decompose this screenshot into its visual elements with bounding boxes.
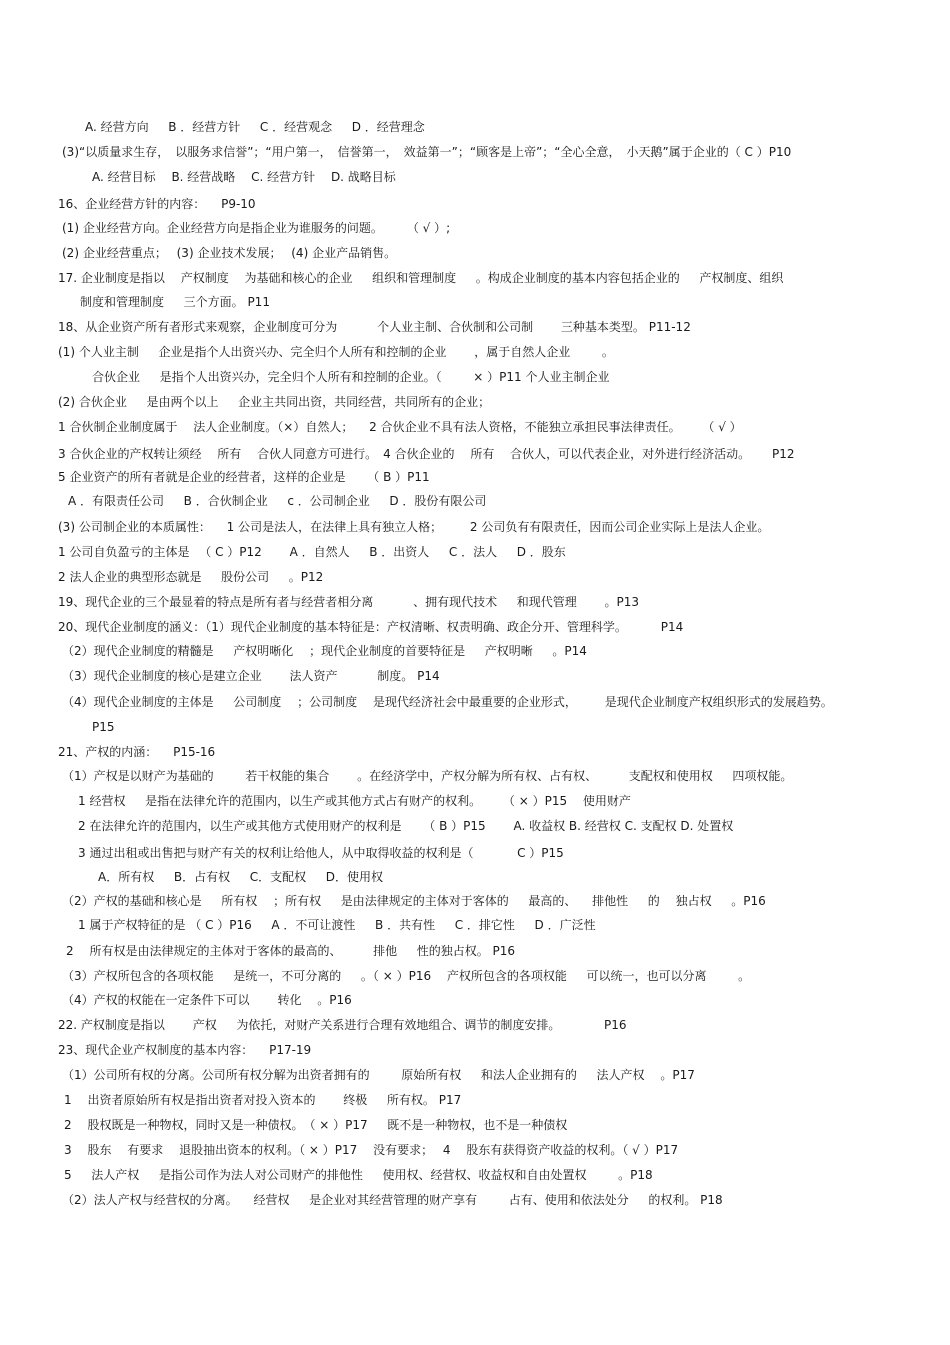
text-line: （1）产权是以财产为基础的 若干权能的集合 。在经济学中，产权分解为所有权、占有权、 支配权和使用权 四项权能。 [62, 769, 793, 783]
text-line: 1 经营权 是指在法律允许的范围内，以生产或其他方式占有财产的权利。 （ × ）P15 使用财产 [78, 794, 631, 808]
text-line: 5 法人产权 是指公司作为法人对公司财产的排他性 使用权、经营权、收益权和自由处置权 。P18 [64, 1168, 653, 1182]
text-line: 2 法人企业的典型形态就是 股份公司 。P12 [58, 570, 324, 584]
text-line: 3 股东 有要求 退股抽出资本的权利。（ × ）P17 没有要求； 4 股东有获得资产收益的权利。（ √ ）P17 [64, 1143, 679, 1157]
text-line: （4）现代企业制度的主体是 公司制度 ；公司制度 是现代经济社会中最重要的企业形式， 是现代企业制度产权组织形式的发展趋势。 [62, 695, 833, 709]
text-line: A. 经营方向 B ．经营方针 C ．经营观念 D ．经营理念 [85, 120, 425, 134]
text-line: （2）产权的基础和核心是 所有权 ；所有权 是由法律规定的主体对于客体的 最高的、 排他性 的 独占权 。P16 [62, 894, 766, 908]
text-line: （4）产权的权能在一定条件下可以 转化 。P16 [62, 993, 352, 1007]
text-line: （1）公司所有权的分离。公司所有权分解为出资者拥有的 原始所有权 和法人企业拥有的 法人产权 。P17 [62, 1068, 695, 1082]
text-line: 5 企业资产的所有者就是企业的经营者，这样的企业是 （ B ）P11 [58, 470, 430, 484]
text-line: 19、现代企业的三个最显着的特点是所有者与经营者相分离 、拥有现代技术 和现代管理 。P13 [58, 595, 640, 609]
text-line: 3 通过出租或出售把与财产有关的权利让给他人，从中取得收益的权利是（ C ）P15 [78, 846, 564, 860]
text-line: 2 所有权是由法律规定的主体对于客体的最高的、 排他 性的独占权。 P16 [66, 944, 516, 958]
text-line: 2 股权既是一种物权，同时又是一种债权。 （ × ）P17 既不是一种物权，也不是一种债权 [64, 1118, 568, 1132]
text-line: 2 在法律允许的范围内，以生产或其他方式使用财产的权利是 （ B ）P15 A. 收益权 B. 经营权 C. 支配权 D. 处置权 [78, 819, 734, 833]
text-line: (2) 企业经营重点； (3) 企业技术发展； (4) 企业产品销售。 [62, 246, 397, 260]
text-line: (2) 合伙企业 是由两个以上 企业主共同出资，共同经营，共同所有的企业； [58, 395, 491, 409]
text-line: 20、现代企业制度的涵义：（1）现代企业制度的基本特征是：产权清晰、权责明确、政企分开、管理科学。 P14 [58, 620, 684, 634]
text-line: 制度和管理制度 三个方面。 P11 [80, 295, 270, 309]
text-line: 21、产权的内涵： P15-16 [58, 745, 216, 759]
text-line: （3）产权所包含的各项权能 是统一，不可分离的 。（ × ）P16 产权所包含的各项权能 可以统一，也可以分离 。 [62, 969, 751, 983]
text-line: (1) 个人业主制 企业是指个人出资兴办、完全归个人所有和控制的企业 ，属于自然人企业 。 [58, 345, 614, 359]
text-line: 1 属于产权特征的是 （ C ）P16 A ．不可让渡性 B ．共有性 C ．排它性 D ．广泛性 [78, 918, 596, 932]
text-line: A ．有限责任公司 B ．合伙制企业 c ．公司制企业 D ．股份有限公司 [68, 494, 487, 508]
text-line: 16、企业经营方针的内容： P9-10 [58, 197, 256, 211]
text-line: P15 [92, 720, 115, 734]
text-line: 23、现代企业产权制度的基本内容： P17-19 [58, 1043, 312, 1057]
text-line: （3）现代企业制度的核心是建立企业 法人资产 制度。 P14 [62, 669, 440, 683]
text-line: A．所有权 B．占有权 C．支配权 D．使用权 [98, 870, 383, 884]
text-line: 17. 企业制度是指以 产权制度 为基础和核心的企业 组织和管理制度 。构成企业制度的基本内容包括企业的 产权制度、组织 [58, 271, 784, 285]
text-line: 22. 产权制度是指以 产权 为依托，对财产关系进行合理有效地组合、调节的制度安排。 P16 [58, 1018, 627, 1032]
text-line: 1 出资者原始所有权是指出资者对投入资本的 终极 所有权。 P17 [64, 1093, 462, 1107]
text-line: （2）现代企业制度的精髓是 产权明晰化 ；现代企业制度的首要特征是 产权明晰 。P14 [62, 644, 587, 658]
text-line: （2）法人产权与经营权的分离。 经营权 是企业对其经营管理的财产享有 占有、使用和依法处分 的权利。 P18 [62, 1193, 723, 1207]
text-line: 18、从企业资产所有者形式来观察，企业制度可分为 个人业主制、合伙制和公司制 三种基本类型。 P11-12 [58, 320, 691, 334]
text-line: 合伙企业 是指个人出资兴办，完全归个人所有和控制的企业。（ × ）P11 个人业主制企业 [92, 370, 610, 384]
text-line: A. 经营目标 B. 经营战略 C. 经营方针 D. 战略目标 [92, 170, 396, 184]
text-line: (1) 企业经营方向。企业经营方向是指企业为谁服务的问题。 （ √ ）; [62, 221, 451, 235]
text-line: (3)“以质量求生存， 以服务求信誉”；“用户第一， 信誉第一， 效益第一”；“顾客是上帝”；“全心全意， 小天鹅”属于企业的（ C ）P10 [62, 145, 792, 159]
text-line: 3 合伙企业的产权转让须经 所有 合伙人同意方可进行。 4 合伙企业的 所有 合伙人，可以代表企业，对外进行经济活动。 P12 [58, 447, 795, 461]
text-line: (3) 公司制企业的本质属性： 1 公司是法人，在法律上具有独立人格； 2 公司负有有限责任，因而公司企业实际上是法人企业。 [58, 520, 770, 534]
text-line: 1 公司自负盈亏的主体是 （ C ）P12 A ．自然人 B ．出资人 C ．法人 D ．股东 [58, 545, 566, 559]
text-line: 1 合伙制企业制度属于 法人企业制度。（×）自然人； 2 合伙企业不具有法人资格，不能独立承担民事法律责任。 （ √ ） [58, 420, 742, 434]
